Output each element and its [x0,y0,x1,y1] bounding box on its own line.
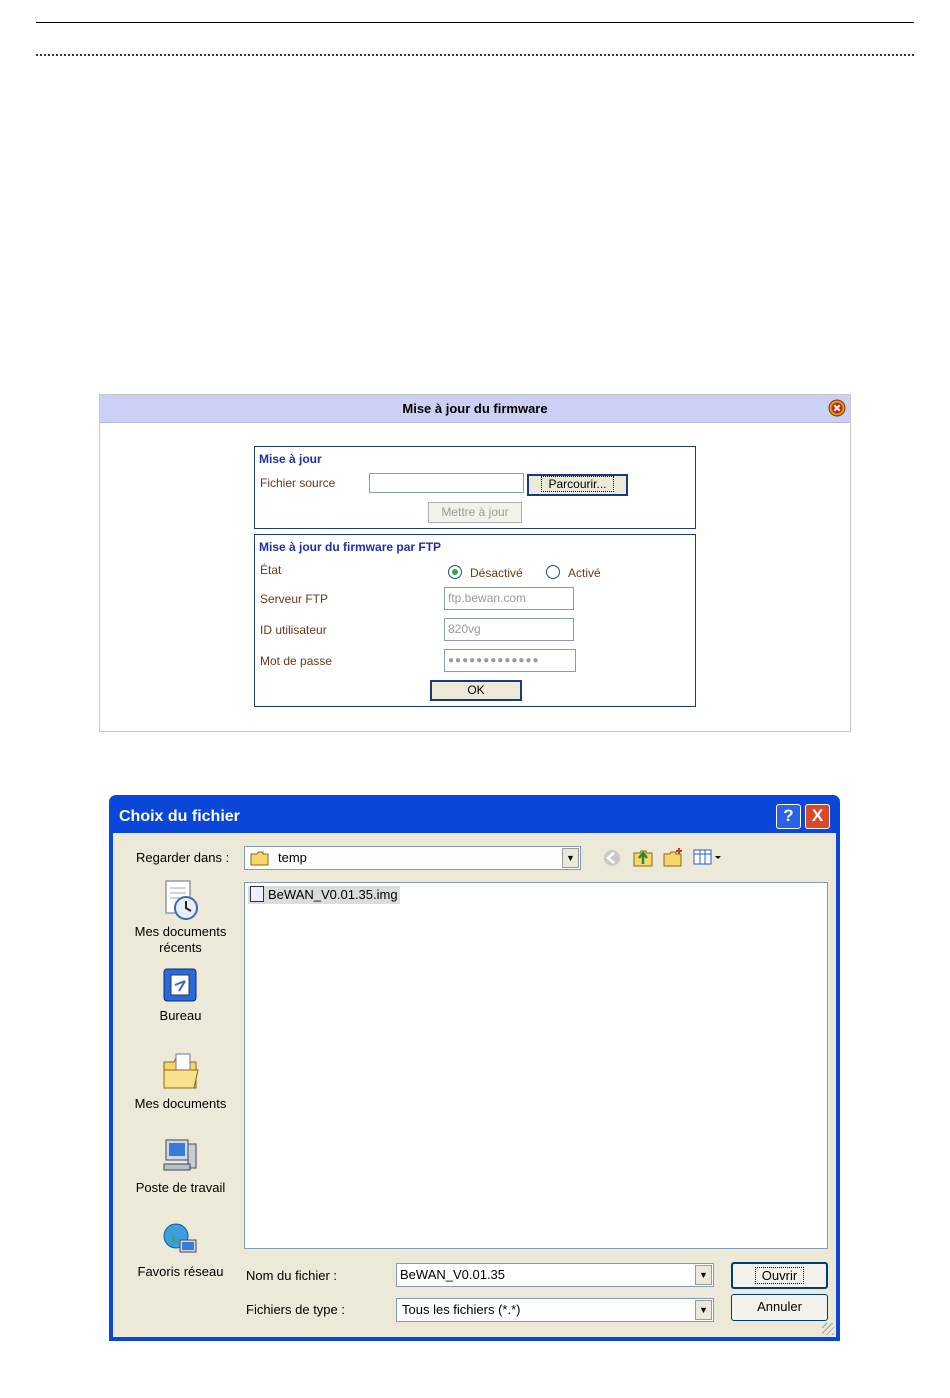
dotted-rule [36,54,914,56]
filename-value: BeWAN_V0.01.35 [400,1267,506,1282]
chevron-down-icon[interactable]: ▼ [695,1265,712,1285]
radio-disabled-label: Désactivé [470,566,523,580]
look-in-label: Regarder dans : [136,850,230,865]
browse-button[interactable] [527,474,628,496]
look-in-value: temp [278,850,307,865]
look-in-combo[interactable] [244,846,581,870]
file-list [244,882,828,1249]
radio-button[interactable] [546,565,560,579]
place-label: Mes documents [134,1096,227,1111]
file-icon [250,886,264,902]
password-input[interactable]: ●●●●●●●●●●●●● [444,649,576,672]
radio-enabled-label: Activé [568,566,601,580]
open-label: Ouvrir [755,1267,804,1284]
my-computer-icon [160,1136,202,1178]
ftp-section [254,534,696,707]
chevron-down-icon[interactable]: ▼ [695,1300,712,1320]
my-documents-icon [160,1050,202,1094]
new-folder-icon[interactable] [662,847,684,867]
place-label: Bureau [159,1008,202,1023]
help-button[interactable]: ? [776,804,801,829]
place-desktop[interactable] [123,966,238,1024]
firmware-panel [99,394,851,732]
dialog-title: Choix du fichier [119,808,240,825]
view-menu-icon[interactable] [693,848,723,866]
source-file-input[interactable] [369,473,524,493]
list-item[interactable] [248,886,400,904]
filename-label: Nom du fichier : [246,1268,338,1283]
user-id-input[interactable]: 820vg [444,618,574,641]
place-label: Mes documents récents [134,924,227,955]
desktop-icon [160,966,202,1006]
panel-title-bar [100,395,850,423]
ftp-section-heading: Mise à jour du firmware par FTP [259,540,442,554]
place-label: Favoris réseau [137,1264,224,1279]
dialog-body [113,833,836,1337]
place-recent-documents[interactable] [123,878,238,956]
file-name: BeWAN_V0.01.35.img [268,887,398,902]
radio-disabled[interactable] [448,565,523,580]
close-icon[interactable] [828,399,846,417]
ok-button[interactable]: OK [430,680,522,701]
update-section-heading: Mise à jour [259,452,322,466]
folder-icon [250,851,270,866]
filename-combo[interactable] [396,1263,714,1287]
file-dialog [109,795,840,1341]
filetype-value: Tous les fichiers (*.*) [402,1302,521,1317]
update-button[interactable]: Mettre à jour [428,502,522,523]
top-rule [36,22,914,23]
panel-title: Mise à jour du firmware [402,401,548,416]
back-icon[interactable] [603,849,621,867]
place-my-documents[interactable] [123,1050,238,1112]
ftp-server-label: Serveur FTP [260,592,329,606]
state-label: État [260,563,282,577]
close-button[interactable]: X [805,804,830,829]
filetype-combo[interactable] [396,1298,714,1322]
place-my-computer[interactable] [123,1136,238,1196]
source-file-label: Fichier source [260,476,336,490]
resize-grip[interactable] [822,1323,834,1335]
network-icon [160,1220,202,1262]
browse-label: Parcourir... [541,476,613,492]
filetype-label: Fichiers de type : [246,1302,345,1317]
recent-documents-icon [160,878,202,922]
ftp-server-input[interactable]: ftp.bewan.com [444,587,574,610]
chevron-down-icon[interactable]: ▼ [562,848,579,868]
password-label: Mot de passe [260,654,333,668]
radio-enabled[interactable] [546,565,601,580]
update-section [254,446,696,529]
place-label: Poste de travail [135,1180,226,1195]
up-folder-icon[interactable] [632,847,654,867]
user-id-label: ID utilisateur [260,623,327,637]
radio-button-selected[interactable] [448,565,462,579]
open-button[interactable] [731,1262,828,1289]
place-network[interactable] [123,1220,238,1280]
cancel-button[interactable]: Annuler [731,1294,828,1321]
